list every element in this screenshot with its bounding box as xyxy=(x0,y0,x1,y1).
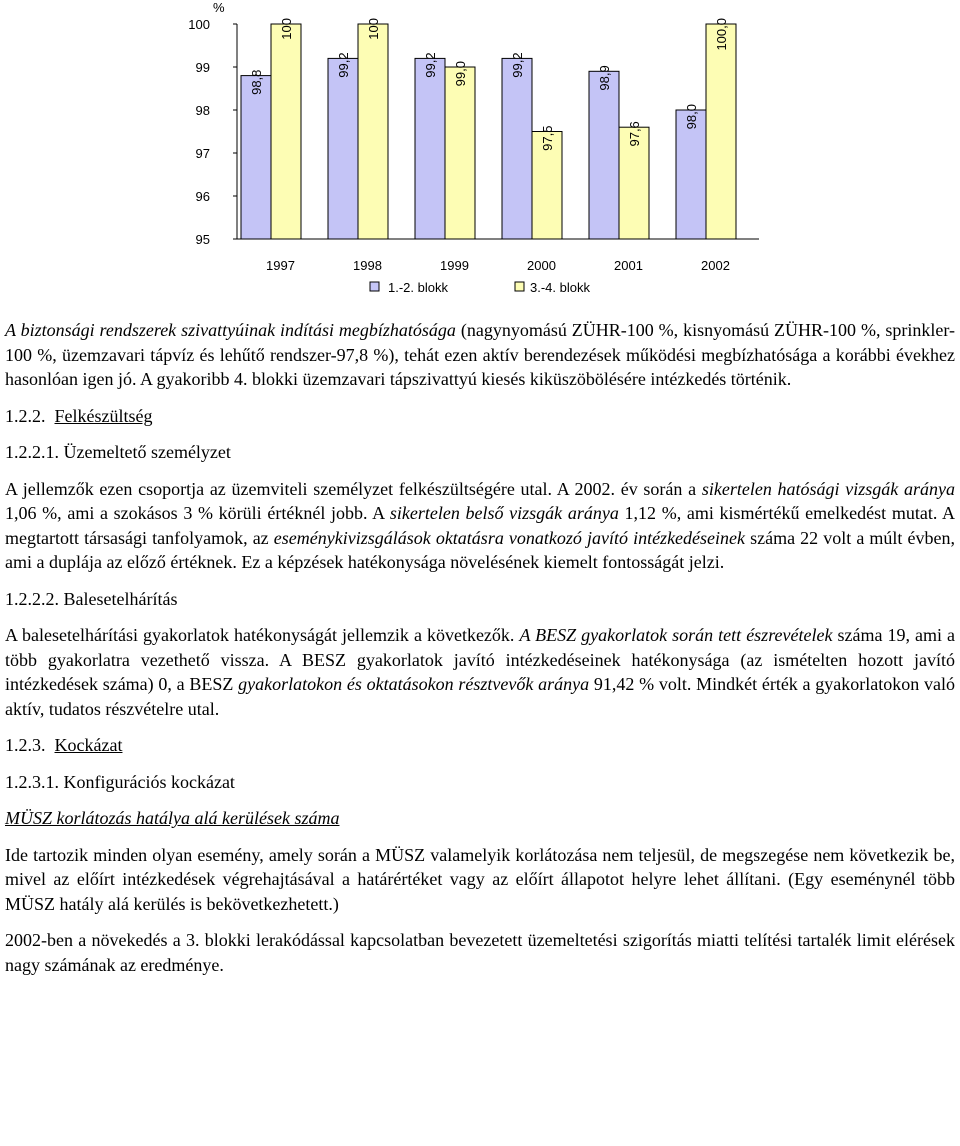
text-run: száma 22 volt a múlt évben, ami a duplája az előző értéknek. Ez a képzések hatékonysága növelésének kiemelt fontosságát jelzi. xyxy=(5,527,956,572)
data-label-2001-series-2: 97,6 xyxy=(627,121,642,147)
legend-swatch-blokk-1-2 xyxy=(370,282,379,291)
pump-reliability-italic: A biztonsági rendszerek szivattyúinak indítási megbízhatósága xyxy=(5,320,456,340)
bar-1997-series-2 xyxy=(271,24,301,239)
paragraph-musz-definition: Ide tartozik minden olyan esemény, amely során a MÜSZ valamelyik korlátozása nem teljesül, de megszegése nem következik be, mivel az előírt intézkedések végrehajtásával a határértéket vagy az előírt állapotot helyre lehet állítani. (Egy eseménynél több MÜSZ hatály alá kerülés is bekövetkezhetett.) xyxy=(5,844,955,914)
heading-title: Felkészültség xyxy=(54,405,153,426)
bar-1999-series-1 xyxy=(415,58,445,239)
x-tick-label: 2000 xyxy=(527,258,556,273)
y-tick-label: 99 xyxy=(195,60,210,75)
text-run: 1,06 %, ami a szokásos 3 % körüli értéknél jobb. A xyxy=(5,503,390,523)
legend-label-blokk-1-2: 1.-2. blokk xyxy=(388,280,448,295)
heading-uzemelteto-szemelyzet: 1.2.2.1. Üzemeltető személyzet xyxy=(5,442,231,462)
italic-run: sikertelen belső vizsgák aránya xyxy=(389,503,619,523)
data-label-2002-series-1: 98,0 xyxy=(684,104,699,130)
bar-1998-series-2 xyxy=(358,24,388,239)
pump-reliability-text: (nagynyomású ZÜHR-100 %, kisnyomású ZÜHR-100 %, sprinkler-100 %, üzemzavari tápvíz és lehűtő rendszer-97,8 %), tehát ezen aktív berendezések működési megbízhatósága a korábbi évekhez hasonlóan igen jó. A gyakoribb 4. blokki üzemzavari tápszivattyú kiesés kiküszöbölésére intézkedés történik. xyxy=(5,320,955,389)
x-tick-label: 1998 xyxy=(353,258,382,273)
data-label-1998-series-2: 100 xyxy=(366,18,381,40)
italic-run: eseménykivizsgálások oktatásra vonatkozó javító intézkedéseinek xyxy=(273,527,746,548)
paragraph-personnel xyxy=(5,477,955,575)
heading-musz-korlatozas: MÜSZ korlátozás hatálya alá kerülések száma xyxy=(5,808,340,828)
data-label-1997-series-2: 100 xyxy=(279,18,294,40)
paragraph-pump-reliability xyxy=(5,318,955,392)
paragraph-emergency-drills xyxy=(5,623,955,721)
bar-1998-series-1 xyxy=(328,58,358,239)
heading-title: Kockázat xyxy=(54,735,123,755)
bar-2000-series-1 xyxy=(502,58,532,239)
data-label-1998-series-1: 99,2 xyxy=(336,52,351,78)
text-run: 1,12 %, ami kismértékű emelkedést mutat. A megtartott társasági tanfolyamok, az xyxy=(5,503,955,548)
italic-run: gyakorlatokon és oktatásokon résztvevők aránya xyxy=(238,674,590,694)
text-run: A balesetelhárítási gyakorlatok hatékonyságát jellemzik a következők. xyxy=(5,625,520,645)
x-tick-label: 2001 xyxy=(614,258,643,273)
bar-2002-series-2 xyxy=(706,24,736,239)
data-label-1997-series-1: 98,8 xyxy=(249,69,264,95)
y-tick-label: 98 xyxy=(195,103,210,118)
x-tick-label: 2002 xyxy=(701,258,730,273)
heading-balesetelharitas: 1.2.2.2. Balesetelhárítás xyxy=(5,588,178,609)
availability-bar-chart xyxy=(0,0,960,300)
bar-2001-series-1 xyxy=(589,71,619,239)
bar-1999-series-2 xyxy=(445,67,475,239)
document-body xyxy=(5,318,955,977)
heading-konfiguracios-kockazat: 1.2.3.1. Konfigurációs kockázat xyxy=(5,771,235,792)
bar-1997-series-1 xyxy=(241,76,271,239)
x-tick-label: 1997 xyxy=(266,258,295,273)
text-run: A jellemzők ezen csoportja az üzemviteli személyzet felkészültségére utal. A 2002. év során a xyxy=(5,478,702,499)
italic-run: sikertelen hatósági vizsgák aránya xyxy=(701,478,955,499)
data-label-1999-series-2: 99,0 xyxy=(453,61,468,87)
heading-number: 1.2.2. xyxy=(5,405,46,426)
legend xyxy=(370,280,590,295)
data-label-2002-series-2: 100,0 xyxy=(714,18,729,51)
legend-swatch-blokk-3-4 xyxy=(515,282,524,291)
heading-number: 1.2.3. xyxy=(5,735,46,755)
text-run: száma 19, ami a több gyakorlatra vezethető vissza. A BESZ gyakorlatok javító intézkedéseinek hatékonysága (az ismételten hozott javító intézkedések száma) 0, a BESZ xyxy=(5,625,955,694)
data-label-1999-series-1: 99,2 xyxy=(423,52,438,78)
y-tick-label: 96 xyxy=(195,189,210,204)
italic-run: A BESZ gyakorlatok során tett észrevételek xyxy=(519,625,833,645)
legend-label-blokk-3-4: 3.-4. blokk xyxy=(530,280,590,295)
y-tick-label: 97 xyxy=(195,146,210,161)
data-label-2000-series-2: 97,5 xyxy=(540,125,555,151)
x-tick-label: 1999 xyxy=(440,258,469,273)
y-axis-unit-label: % xyxy=(213,0,225,15)
data-label-2001-series-1: 98,9 xyxy=(597,65,612,91)
text-run: 91,42 % volt. Mindkét érték a gyakorlatokon való aktív, tudatos részvételre utal. xyxy=(5,674,956,719)
y-tick-label: 95 xyxy=(195,232,210,247)
y-tick-label: 100 xyxy=(188,17,210,32)
data-label-2000-series-1: 99,2 xyxy=(510,52,525,78)
heading-kockazat xyxy=(5,733,955,758)
heading-felkeszultseg xyxy=(5,404,955,429)
paragraph-2002-increase: 2002-ben a növekedés a 3. blokki lerakódással kapcsolatban bevezetett üzemeltetési szigorítás miatti telítési tartalék limit elérések nagy számának az eredménye. xyxy=(5,930,955,975)
